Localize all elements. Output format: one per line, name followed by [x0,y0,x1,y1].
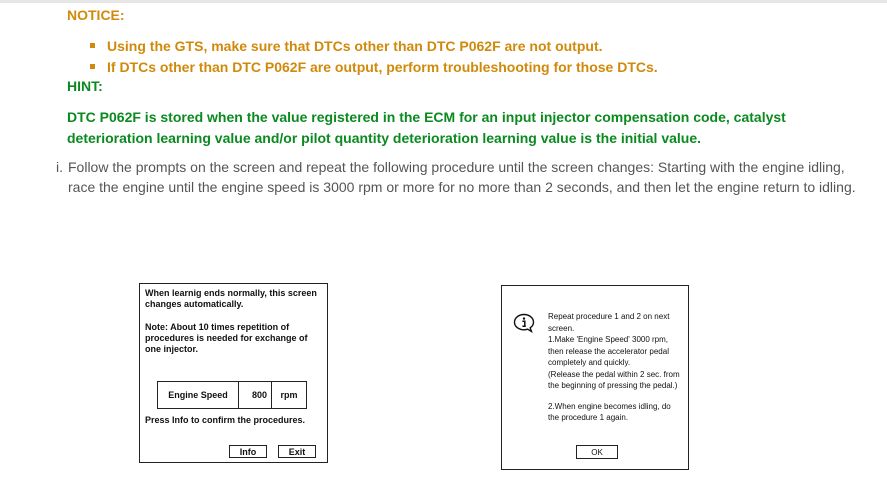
instruction-line: (Release the pedal within 2 sec. from the beginning of pressing the pedal.) [548,369,680,390]
info-instruction: Press Info to confirm the procedures. [145,415,306,425]
notice-item-text: Using the GTS, make sure that DTCs other than DTC P062F are not output. [107,38,603,54]
square-bullet-icon [90,64,95,69]
hint-text: DTC P062F is stored when the value registered in the ECM for an input injector compensation code, catalyst deterioration learning value and/or pilot quantity deterioration learning value is the initial value. [67,109,786,146]
instruction-line: 1.Make 'Engine Speed' 3000 rpm, then release the accelerator pedal completely and quickly. [548,335,669,367]
ok-button[interactable]: OK [576,445,618,459]
procedure-instructions [548,311,683,424]
gts-screen-procedure-dialog [501,285,689,470]
gts-screen-learning [139,283,328,463]
hint-title: HINT: [67,78,103,94]
engine-speed-table [157,381,307,409]
notice-item [90,37,658,58]
instruction-line: 2.When engine becomes idling, do the procedure 1 again. [548,401,671,422]
square-bullet-icon [90,43,95,48]
notice-item-text: If DTCs other than DTC P062F are output, perform troubleshooting for those DTCs. [107,59,658,75]
step-marker: i. [56,159,63,175]
learning-status-text: When learnig ends normally, this screen changes automatically. [145,288,317,309]
top-divider [0,0,887,3]
instruction-line: Repeat procedure 1 and 2 on next screen. [548,312,670,333]
notice-title: NOTICE: [67,7,125,23]
info-button[interactable]: Info [229,445,267,458]
info-speech-icon [513,313,535,333]
engine-speed-value: 800 [239,382,272,408]
engine-speed-unit: rpm [280,390,298,400]
step-text: Follow the prompts on the screen and repeat the following procedure until the screen changes: Starting with the engine idling, race the engine until the engine speed is 3000 rpm or more for no more than 2 seconds, and then let the engine return to idling. [68,159,856,195]
notice-item [90,58,658,79]
exit-button[interactable]: Exit [278,445,316,458]
repetition-note: Note: About 10 times repetition of procedures is needed for exchange of one injector. [145,322,308,354]
notice-list [90,37,658,79]
engine-speed-label: Engine Speed [158,382,239,408]
spacer [548,392,683,401]
